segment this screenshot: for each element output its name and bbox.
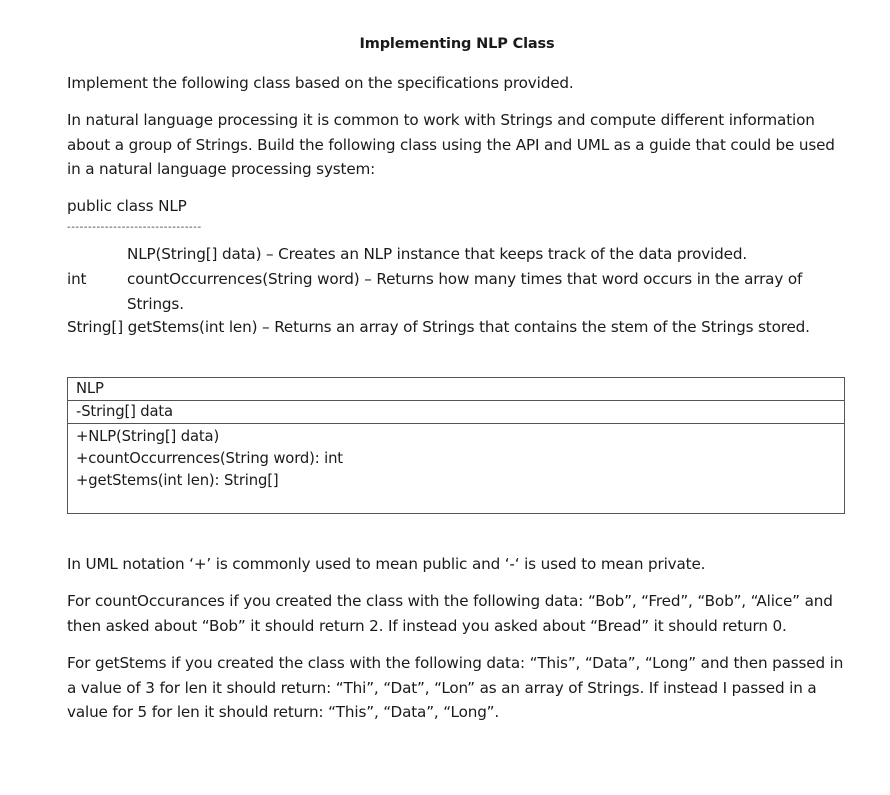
api-return-type: String[]	[67, 318, 123, 336]
class-declaration: public class NLP	[67, 197, 187, 215]
api-description	[127, 242, 847, 267]
uml-attribute: -String[] data	[76, 403, 173, 420]
intro-paragraph: Implement the following class based on the specifications provided.	[67, 74, 574, 92]
separator-line: --------------------------------	[67, 222, 202, 233]
api-text: Creates an NLP instance that keeps track of the data provided.	[278, 245, 748, 263]
description-paragraph: In natural language processing it is common to work with Strings and compute different information about a group of Strings. Build the following class using the API and UML as a guide that could be used in a natural language processing system:	[67, 111, 835, 178]
uml-attributes-section	[68, 401, 844, 424]
api-signature: getStems(int len)	[127, 318, 258, 336]
api-description	[127, 267, 847, 316]
api-dash: –	[257, 318, 275, 336]
api-dash: –	[359, 270, 377, 288]
api-return-type: int	[67, 270, 87, 288]
get-stems-example: For getStems if you created the class with the following data: “This”, “Data”, “Long” and then passed in a value of 3 for len it should return: “Thi”, “Dat”, “Lon” as an array of Strings. If instead I passed in a value for 5 for len it should return: “This”, “Data”, “Long”.	[67, 654, 844, 721]
uml-class-name-section	[68, 378, 844, 401]
api-text: Returns an array of Strings that contains the stem of the Strings stored.	[274, 318, 810, 336]
uml-notation-note: In UML notation ‘+’ is commonly used to mean public and ‘-‘ is used to mean private.	[67, 555, 706, 573]
uml-methods-section	[68, 424, 844, 492]
count-occurrences-example: For countOccurances if you created the class with the following data: “Bob”, “Fred”, “Bob”, “Alice” and then asked about “Bob” it should return 2. If instead you asked about “Bread” it should return 0.	[67, 592, 833, 635]
uml-method: +countOccurrences(String word): int	[76, 450, 343, 467]
api-dash: –	[261, 245, 279, 263]
api-signature: NLP(String[] data)	[127, 245, 262, 263]
uml-method: +getStems(int len): String[]	[76, 472, 279, 489]
uml-class-diagram	[67, 377, 845, 514]
api-row-get-stems	[67, 315, 857, 340]
page-title: Implementing NLP Class	[359, 36, 555, 52]
uml-method: +NLP(String[] data)	[76, 428, 220, 445]
api-signature: countOccurrences(String word)	[127, 270, 360, 288]
api-text: Returns how many times that word occurs in the array of Strings.	[127, 270, 803, 313]
uml-class-name: NLP	[76, 380, 104, 397]
